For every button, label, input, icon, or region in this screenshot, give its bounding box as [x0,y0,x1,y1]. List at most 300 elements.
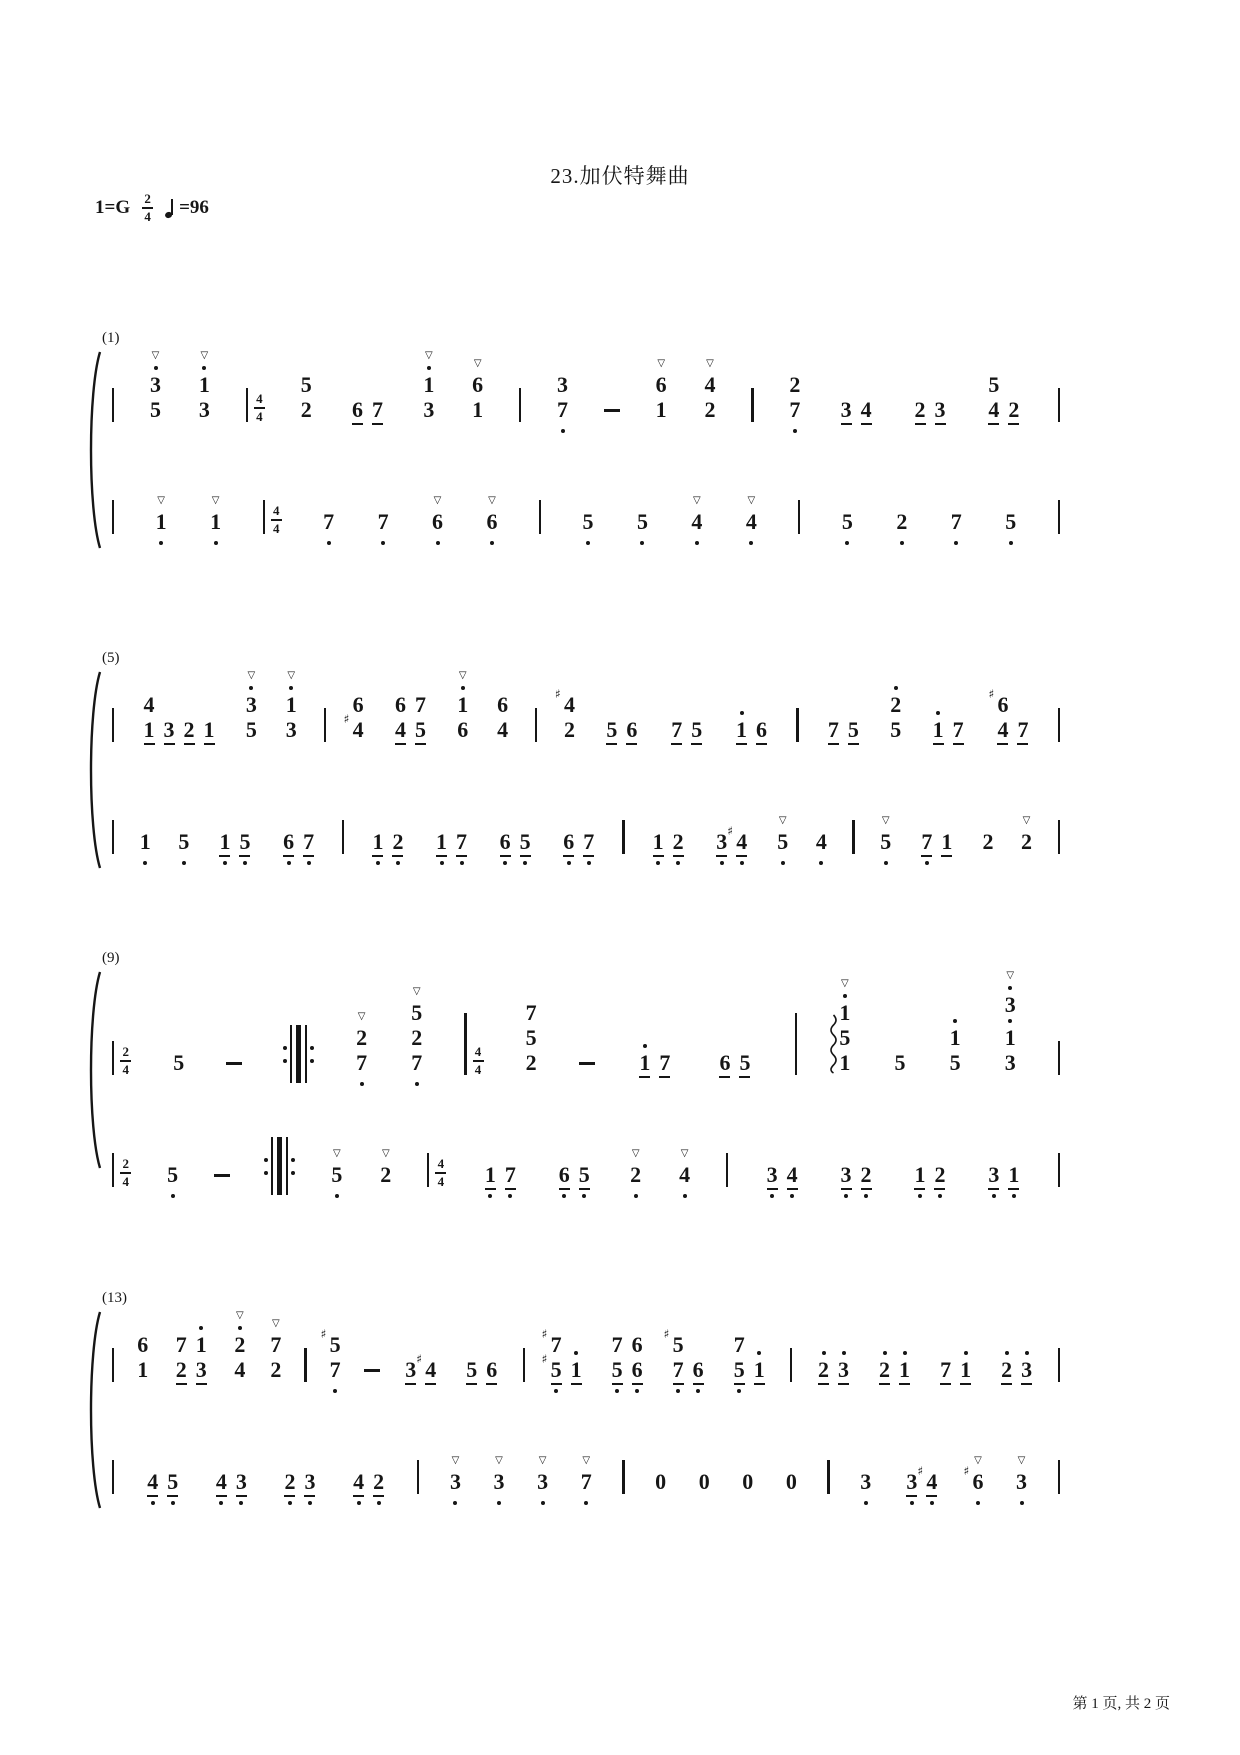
time-signature-numerator: 4 [256,391,263,407]
chord-note [301,373,312,396]
octave-dot-row [737,1389,741,1393]
octave-dot [171,1501,175,1505]
octave-dot-row [460,861,464,865]
bow-triangle-icon: ▽ [538,1455,547,1466]
chord-note [137,1333,148,1356]
barline [342,820,344,854]
octave-dot-row [214,541,218,545]
chord-note-digit: 5 [411,1000,423,1025]
beam-underline [246,742,257,745]
low-dot-zone [460,857,464,868]
low-dot-zone [695,537,699,548]
note [279,830,299,868]
note [354,1011,369,1089]
octave-dot [239,1501,243,1505]
octave-dot-row [790,1194,794,1198]
octave-dot [427,366,431,370]
note [602,718,622,756]
low-dot-zone [333,1385,337,1396]
low-dot-zone [656,857,660,868]
note [784,1470,799,1508]
barline-wrap [112,708,114,756]
barline-wrap [798,500,800,548]
octave-dot-row [223,861,227,865]
barline-wrap [417,1460,419,1508]
octave-dot-row [864,1501,868,1505]
barline-wrap [112,1041,131,1089]
note-digit: 1 [1008,1162,1020,1187]
bow-triangle-icon: ▽ [458,670,467,681]
beam-underline [1017,743,1028,745]
note-digit: 3 [163,717,175,742]
note-digit: 5 [739,1050,751,1075]
beam-underline [736,743,747,745]
octave-dot [634,1194,638,1198]
note-digit: 1 [839,1050,851,1075]
chord-note [1005,1018,1016,1049]
system-measure-label: (5) [102,650,120,666]
low-dot-zone [790,1190,794,1201]
dash-note-wrap [226,1062,242,1089]
barline-wrap [112,1153,131,1201]
note [524,1001,539,1089]
sharp-sign: ♯ [541,1352,548,1366]
octave-dot-row [964,1350,968,1356]
chord-note-digit: 1 [839,1000,851,1025]
beam-underline [890,742,901,745]
octave-dot-row [396,861,400,865]
barline [726,1153,728,1187]
bow-triangle-icon: ▽ [247,670,256,681]
chord-note [950,1018,961,1049]
chord-note [411,986,422,1024]
octave-dot [182,861,186,865]
note [300,1470,320,1508]
time-signature-numerator: 2 [122,1044,129,1060]
note [744,495,759,548]
note [231,1470,251,1508]
chord-note [150,350,161,396]
note-digit: 5 [245,717,257,742]
octave-dot-row [327,541,331,545]
barline-wrap [827,1460,829,1508]
note-digit: 1 [210,509,222,534]
chord-note [144,693,155,716]
octave-dot-row [903,1350,907,1356]
note [948,718,968,756]
beam-group [732,710,772,756]
octave-dot [214,541,218,545]
note [462,1358,482,1396]
octave-dot-row [615,1389,619,1393]
note-digit: 3 [934,397,946,422]
octave-dot-row [561,429,565,433]
octave-dot-row [154,365,158,371]
note-digit: 3 [716,829,728,854]
repeat-barline [305,1025,307,1083]
beam-underline [150,422,161,425]
note [368,398,388,436]
octave-dot [488,1194,492,1198]
octave-dot-row [199,1325,203,1331]
note-digit: 7 [377,509,389,534]
note-digit: 2 [704,397,716,422]
note-digit: 4 [988,397,1000,422]
octave-dot-row [883,1350,887,1356]
note [762,1163,782,1201]
chord-note-digit: ♯ 6 [988,687,1009,717]
note-digit: 0 [742,1469,754,1494]
note [655,1051,675,1089]
octave-dot [1025,1351,1029,1355]
note [554,1163,574,1201]
note-digit: 3 [838,1357,849,1382]
note [299,373,314,436]
chord-note-digit: 1 [949,1025,961,1050]
beam-group [988,687,1033,756]
upper-staff [112,670,1060,756]
note [980,830,995,868]
beam-underline [184,743,195,745]
octave-dot [683,1194,687,1198]
beam-group [729,1333,769,1396]
note [697,1470,712,1508]
octave-dot-row [171,1194,175,1198]
octave-dot [154,366,158,370]
note-digit: 1 [960,1357,972,1382]
note [211,1470,231,1508]
note [574,1163,594,1201]
note [1004,1163,1024,1201]
low-dot-zone [541,1497,545,1508]
chord-note [176,1333,187,1356]
beam-underline [838,1383,849,1385]
chord-note [839,1026,850,1049]
chord-note-digit: 3 [245,692,257,717]
beam-underline [933,743,944,745]
note-digit: 1 [736,717,748,742]
note [148,350,163,436]
octave-dot [415,1082,419,1086]
barline [417,1460,419,1494]
barline-wrap [342,820,344,868]
dash-note [214,1174,230,1177]
note-digit: 1 [655,397,667,422]
beam-group [667,718,707,756]
note-digit: 1 [914,1162,926,1187]
octave-dot-row [781,861,785,865]
bow-triangle-icon: ▽ [272,1318,280,1329]
octave-dot-row [523,861,527,865]
bow-triangle-icon: ▽ [333,1148,341,1159]
octave-dot-row [381,541,385,545]
note-digit: 7 [456,829,468,854]
chord-note [395,693,406,716]
beam-underline [861,423,872,425]
low-dot-zone [737,1385,741,1396]
chord-note-digit: 3 [557,372,569,397]
note-digit: 1 [941,829,953,854]
time-signature-denominator: 4 [474,1062,482,1078]
note [495,693,510,756]
chord-note [411,1026,422,1049]
note [430,495,445,548]
low-dot-zone [436,537,440,548]
note [837,978,852,1089]
note [299,830,319,868]
chord-note [557,373,568,396]
note-digit: 7 [921,829,933,854]
bow-triangle-icon: ▽ [747,495,756,506]
beam-group [762,1163,802,1201]
bow-triangle-icon: ▽ [841,978,849,989]
note-digit: 2 [1001,1357,1013,1382]
bow-triangle-icon: ▽ [1006,970,1015,981]
octave-dot-row [143,861,147,865]
octave-dot [696,1389,700,1393]
octave-dot-row [1025,1350,1029,1356]
octave-dot [695,541,699,545]
repeat-dot [283,1059,287,1063]
note [284,670,299,756]
chord-note-digit: ♯ 4 [555,687,575,717]
octave-dot [453,1501,457,1505]
note-digit: 7 [827,717,839,742]
chord-note-digit: 7 [611,1332,623,1357]
note [579,1455,594,1508]
bow-triangle-icon: ▽ [451,1455,460,1466]
beam-underline [606,743,617,745]
note [1019,815,1034,868]
music-system [84,950,1060,1201]
bow-triangle-icon: ▽ [424,350,433,361]
note-digit: 4 [745,509,757,534]
upper-staff [112,970,1060,1089]
note [320,1327,343,1396]
dash-note-wrap [579,1062,595,1089]
bow-triangle-icon: ▽ [1022,815,1031,826]
chord-note-digit: 7 [733,1332,745,1357]
barline-wrap [263,500,282,548]
octave-dot [503,861,507,865]
octave-dot [864,1501,868,1505]
note [566,1350,586,1396]
octave-dot-row [635,1389,639,1393]
low-dot-zone [288,1497,292,1508]
key-signature [95,192,209,224]
note-digit: 7 [372,397,384,422]
chord-note [320,1327,341,1357]
octave-dot-row [845,541,849,545]
octave-dot [567,861,571,865]
note-digit: 3 [423,397,435,422]
octave-dot-row [376,861,380,865]
low-dot-zone [740,857,744,868]
note-digit: ♯ 6 [963,1464,984,1494]
octave-dot-row [333,1389,337,1393]
low-dot-zone [910,1497,914,1508]
beam-underline [466,1383,477,1385]
beam-group [984,373,1024,436]
note [368,830,388,868]
beam-underline [894,1075,905,1078]
bow-triangle-icon: ▽ [706,358,714,369]
octave-dot-row [427,365,431,371]
chord-note [890,685,901,716]
note [416,1352,441,1396]
chord-note-digit: 1 [285,692,297,717]
octave-dot [333,1389,337,1393]
chord-note-digit: 6 [655,372,667,397]
note [607,1333,627,1396]
octave-dot-row [1008,1018,1012,1024]
octave-dot [845,541,849,545]
meter-numerator: 2 [144,191,151,206]
music-system [84,330,1060,548]
note [197,350,212,436]
repeat-dot [291,1158,295,1162]
chord-note [246,670,257,716]
chord-note-digit: 1 [423,372,435,397]
chord-note [988,373,999,396]
note-digit: 2 [914,397,926,422]
beam-group [348,398,388,436]
chord-note-digit: 2 [411,1025,423,1050]
low-dot-zone [683,1190,687,1201]
note-digit: 5 [519,829,531,854]
repeat-sign [283,1025,315,1083]
repeat-dot [264,1171,268,1175]
beam-underline [380,1187,391,1190]
note-digit: 3 [405,1357,417,1382]
chord-note-digit: 6 [352,692,364,717]
meter-denominator: 4 [144,209,151,225]
sharp-sign: ♯ [727,824,733,838]
bow-triangle-icon: ▽ [157,495,165,506]
chord-note [541,1327,562,1357]
note [787,373,802,436]
note-digit: 5 [414,717,426,742]
low-dot-zone [640,537,644,548]
repeat-dot [283,1046,287,1050]
beam-underline [1008,423,1019,425]
note [388,830,408,868]
chord-note-digit: 2 [356,1025,368,1050]
note-digit: 4 [215,1469,227,1494]
barline [263,500,265,534]
note-digit: 3 [840,1162,852,1187]
octave-dot [586,541,590,545]
octave-dot-row [239,1501,243,1505]
beam-underline [699,1494,710,1497]
low-dot-zone [696,1385,700,1396]
beam-group [541,1327,586,1396]
note [653,1470,668,1508]
beam-underline [941,855,952,857]
upper-staff [112,1310,1060,1396]
note [917,830,937,868]
low-dot-zone [243,857,247,868]
beam-underline [659,1076,670,1078]
octave-dot [910,1501,914,1505]
note-digit: 6 [432,509,443,534]
bow-triangle-icon: ▽ [1017,1455,1026,1466]
barline [795,1013,797,1075]
note-digit: 7 [329,1357,341,1382]
beam-underline [848,743,859,745]
bow-triangle-icon: ▽ [381,1148,390,1159]
note [448,1455,463,1508]
octave-dot [151,1501,155,1505]
chord-note-digit: 6 [394,692,406,717]
note [917,1464,942,1508]
bow-triangle-icon: ▽ [357,1011,366,1022]
low-dot-zone [635,1385,639,1396]
octave-dot [219,1501,223,1505]
sharp-sign: ♯ [963,1464,970,1478]
octave-dot [720,861,724,865]
note-digit: 7 [789,397,801,422]
beam-underline [1001,1383,1012,1385]
low-dot-zone [1009,537,1013,548]
note [541,1327,566,1396]
beam-group [712,824,752,868]
octave-dot-row [508,1194,512,1198]
note-digit: 6 [692,1357,704,1382]
octave-dot-row [307,861,311,865]
chord-note [663,1327,684,1357]
note-digit: 5 [733,1357,745,1382]
octave-dot [223,861,227,865]
note [878,815,893,868]
barline-wrap [852,820,854,868]
barline-wrap [1058,708,1060,756]
note-digit: ♯ 4 [343,712,364,742]
note-digit: 7 [671,717,683,742]
quarter-note-icon [165,197,177,219]
barline-wrap [751,388,753,436]
chord-note-digit: 2 [234,1332,246,1357]
beam-group [432,830,472,868]
note-digit: 5 [466,1357,478,1382]
note-digit: 1 [753,1357,765,1382]
octave-dot [376,861,380,865]
note [949,510,964,548]
low-dot-zone [214,537,218,548]
note-digit: 5 [606,717,618,742]
note-digit: 1 [932,717,944,742]
octave-dot [238,1326,242,1330]
note-digit: 1 [652,829,664,854]
note-digit: 6 [631,1357,643,1382]
low-dot-zone [357,1497,361,1508]
note-digit: 6 [486,509,498,534]
barline [1058,820,1060,854]
repeat-barline [277,1137,283,1195]
note-digit: 6 [558,1162,570,1187]
time-signature [271,504,282,536]
repeat-dots [310,1046,314,1063]
chord-note [555,687,575,717]
beam-group [836,1163,876,1201]
chord-note [199,350,210,396]
beam-group [462,1358,502,1396]
beam-underline [879,1383,890,1385]
beam-underline [742,1494,753,1497]
note-digit: 0 [655,1469,667,1494]
note-digit: 7 [672,1357,684,1382]
bow-triangle-icon: ▽ [657,358,666,369]
